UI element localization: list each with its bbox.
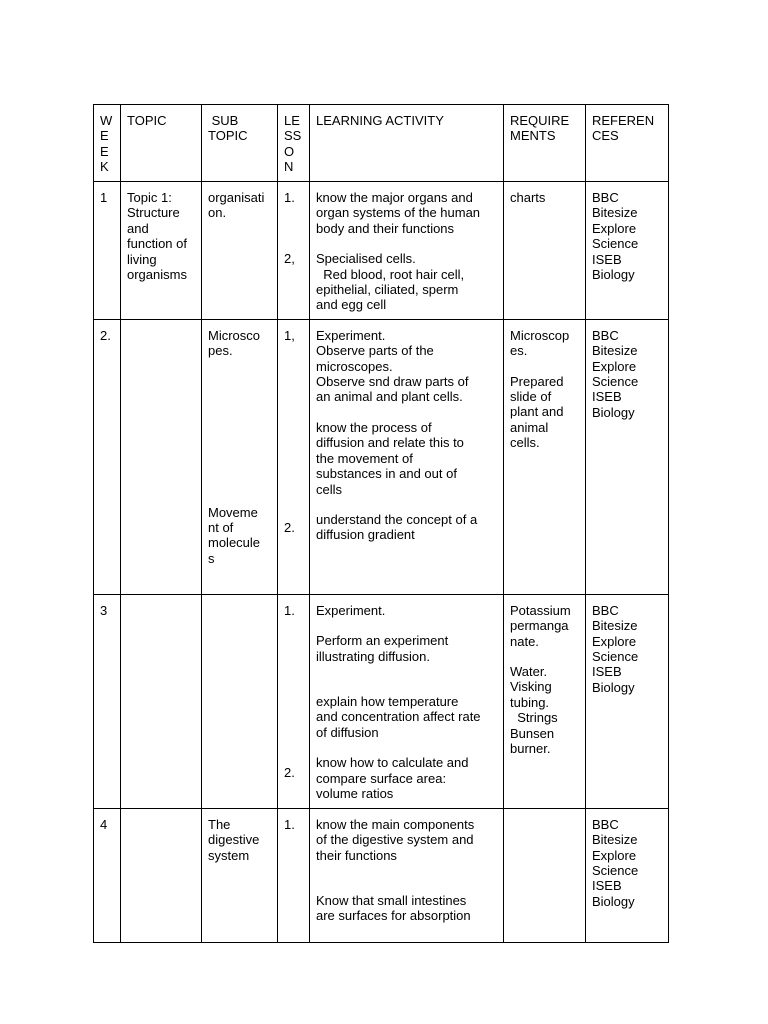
text-line: Experiment. [316,602,386,618]
week-cell: 2. [94,319,121,594]
text-lines [510,603,579,649]
text-lines [316,512,497,543]
lesson-cell: 1. 2, [278,182,310,320]
header-sub-topic [202,105,278,182]
text-line: volume ratios [316,786,394,802]
header-requirements [504,105,586,182]
learning-activity-cell [310,808,504,942]
header-week [94,105,121,182]
text-lines [510,664,579,756]
text-lines [316,755,497,801]
text-line: Science [592,374,639,390]
text-line: es. [510,343,528,359]
table-row [94,594,669,808]
text-line: the movement of [316,450,413,466]
text-lines [208,190,271,221]
requirements-cell [504,594,586,808]
header-row [94,105,669,182]
text-line: and [127,220,149,236]
text-line: Microsco [208,327,261,343]
text-line: Red blood, root hair cell, [316,266,465,282]
text-line: Explore [592,633,637,649]
text-line: REQUIRE [510,113,570,128]
text-line: plant and [510,404,564,420]
text-line: nate. [510,633,539,649]
text-line: animal [510,419,549,435]
text-lines [208,113,271,144]
text-line: LE [284,113,300,128]
text-line: diffusion gradient [316,527,415,543]
text-line: function of [127,236,187,252]
text-line: BBC [592,327,619,343]
text-line: system [208,847,250,863]
requirements-cell [504,319,586,594]
text-line: BBC [592,602,619,618]
text-lines [592,190,662,282]
topic-cell [121,182,202,320]
text-line: pes. [208,343,233,359]
text-line: epithelial, ciliated, sperm [316,282,459,298]
text-lines [208,505,271,567]
text-line: and egg cell [316,297,387,313]
references-cell [586,594,669,808]
text-lines [316,420,497,497]
sub-topic-cell [202,808,278,942]
text-line: Biology [592,404,635,420]
text-lines [316,190,497,236]
text-line: Topic 1: [127,190,172,205]
references-cell [586,808,669,942]
text-line: Explore [592,220,637,236]
text-line: an animal and plant cells. [316,389,463,405]
text-line: Explore [592,847,637,863]
text-line: Prepared [510,373,564,389]
text-line: Potassium [510,602,571,618]
text-line: SS [284,128,302,144]
references-cell [586,182,669,320]
text-line: microscopes. [316,358,393,374]
topic-cell [121,594,202,808]
text-line: The [208,816,231,832]
scheme-of-work-table [93,104,669,943]
text-line: compare surface area: [316,770,447,786]
text-lines [316,694,497,740]
text-lines [592,328,662,420]
text-line: on. [208,205,227,221]
text-line: Biology [592,267,635,283]
week-cell: 4 [94,808,121,942]
topic-cell [121,808,202,942]
text-line: body and their functions [316,220,455,236]
text-line: illustrating diffusion. [316,648,430,664]
text-lines [592,113,662,144]
text-line: Specialised cells. [316,251,416,267]
text-line: and concentration affect rate [316,709,481,725]
text-line: Water. [510,664,548,680]
references-cell [586,319,669,594]
text-lines [208,328,271,359]
text-line: REFEREN [592,113,655,128]
text-line: explain how temperature [316,694,459,710]
text-line: Observe parts of the [316,343,434,359]
week-cell: 3 [94,594,121,808]
text-line: TOPIC [208,128,248,144]
learning-activity-cell [310,594,504,808]
table-row [94,319,669,594]
text-lines [284,113,303,175]
text-line: Bitesize [592,343,638,359]
text-lines [510,190,579,205]
text-line: Biology [592,893,635,909]
header-topic: TOPIC [121,105,202,182]
text-line: MENTS [510,128,556,144]
text-lines [592,603,662,695]
text-lines [316,633,497,664]
text-lines [510,328,579,359]
text-line: understand the concept of a [316,511,478,527]
text-line: of diffusion [316,724,379,740]
text-line: BBC [592,190,619,205]
sub-topic-cell [202,319,278,594]
text-line: know how to calculate and [316,755,469,771]
text-line: organ systems of the human [316,205,481,221]
text-line: SUB [208,113,239,128]
text-line: their functions [316,847,397,863]
text-lines [316,603,497,618]
text-line: K [100,159,109,175]
text-line: Bunsen [510,725,555,741]
lesson-cell: 1. 2. [278,594,310,808]
text-line: E [100,128,109,144]
text-line: nt of [208,520,234,536]
text-line: Perform an experiment [316,633,449,649]
header-references [586,105,669,182]
text-line: s [208,550,215,566]
text-line: tubing. [510,694,550,710]
text-line: are surfaces for absorption [316,908,471,924]
text-line: organisati [208,190,265,205]
week-cell: 1 [94,182,121,320]
text-lines [592,817,662,909]
text-lines [316,817,497,863]
text-line: CES [592,128,619,144]
text-line: Know that small intestines [316,893,467,909]
text-line: Biology [592,679,635,695]
table-row [94,182,669,320]
header-lesson [278,105,310,182]
text-line: Explore [592,358,637,374]
text-line: Visking [510,679,552,695]
text-line: slide of [510,389,552,405]
text-line: O [284,143,295,159]
text-line: Structure [127,205,180,221]
sub-topic-cell [202,182,278,320]
requirements-cell [504,182,586,320]
lesson-cell: 1. [278,808,310,942]
text-line: know the process of [316,419,432,435]
text-line: Bitesize [592,832,638,848]
learning-activity-cell [310,319,504,594]
text-line: molecule [208,535,261,551]
text-line: cells. [510,435,540,451]
text-lines [316,893,497,924]
text-line: permanga [510,618,569,634]
lesson-cell: 1, 2. [278,319,310,594]
requirements-cell [504,808,586,942]
sub-topic-cell [202,594,278,808]
text-line: Moveme [208,504,258,520]
header-learning-activity: LEARNING ACTIVITY [310,105,504,182]
topic-cell [121,319,202,594]
text-lines [316,328,497,405]
text-line: E [100,143,109,159]
text-line: N [284,159,294,175]
text-line: know the major organs and [316,190,473,205]
text-lines [100,113,114,175]
text-line: ISEB [592,664,622,680]
text-lines [208,817,271,863]
text-lines [316,251,497,313]
learning-activity-cell [310,182,504,320]
text-line: charts [510,190,546,205]
text-line: organisms [127,267,187,283]
text-line: Bitesize [592,618,638,634]
text-line: Bitesize [592,205,638,221]
text-line: burner. [510,741,551,757]
text-line: of the digestive system and [316,832,474,848]
text-line: living [127,251,157,267]
text-line: Science [592,649,639,665]
text-line: cells [316,481,343,497]
text-line: ISEB [592,251,622,267]
text-line: Microscop [510,327,570,343]
text-line: diffusion and relate this to [316,435,464,451]
text-lines [127,190,195,282]
text-lines [510,374,579,451]
text-line: BBC [592,816,619,832]
text-line: substances in and out of [316,466,457,482]
text-line: Observe snd draw parts of [316,374,469,390]
table-row [94,808,669,942]
text-line: Experiment. [316,327,386,343]
text-line: digestive [208,832,260,848]
text-line: know the main components [316,816,475,832]
text-line: Science [592,863,639,879]
text-lines [510,113,579,144]
text-line: ISEB [592,389,622,405]
text-line: W [100,113,113,128]
text-line: Strings [510,710,558,726]
text-line: ISEB [592,878,622,894]
text-line: Science [592,236,639,252]
